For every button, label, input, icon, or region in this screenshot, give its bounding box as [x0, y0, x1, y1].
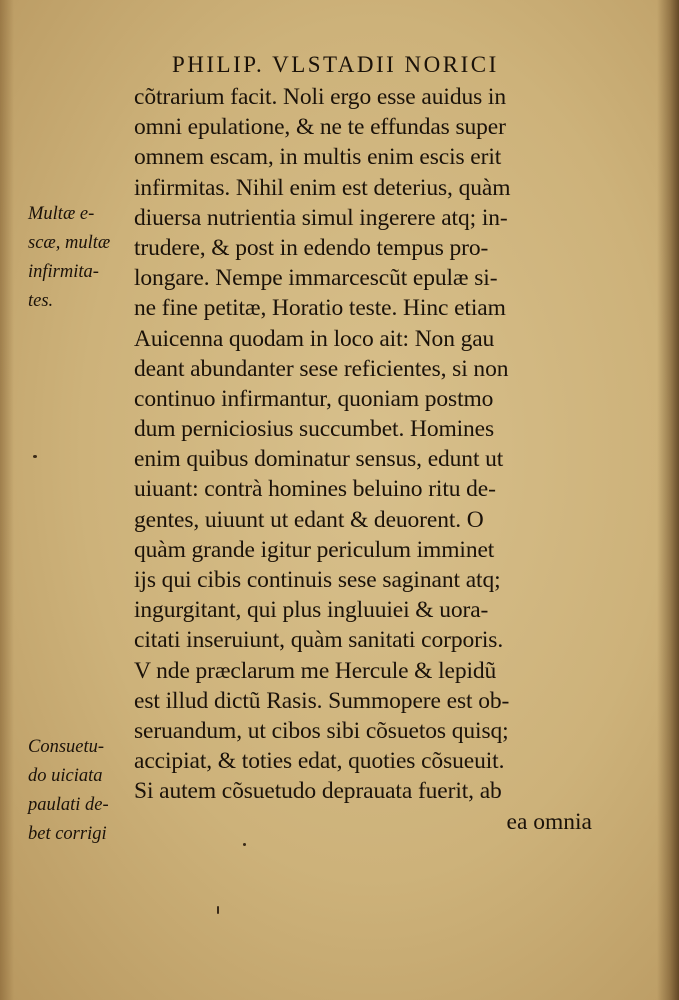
ink-speck: [217, 906, 219, 914]
text-line: Auicenna quodam in loco ait: Non gau: [134, 325, 495, 352]
text-line: Si autem cõsuetudo deprauata fuerit, ab: [134, 778, 502, 805]
text-line: deant abundanter sese reficientes, si non: [134, 355, 509, 382]
text-line: trudere, & post in edendo tempus pro-: [134, 234, 489, 261]
text-line: infirmitas. Nihil enim est deterius, quàm: [134, 174, 511, 201]
text-line: longare. Nempe immarcescũt epulæ si-: [134, 265, 498, 292]
marginal-note-line: bet corrigi: [28, 824, 107, 844]
page-edge-shadow: [0, 0, 14, 1000]
text-line: seruandum, ut cibos sibi cõsuetos quisq;: [134, 717, 509, 744]
marginal-note-line: Consuetu-: [28, 737, 105, 757]
text-line: diuersa nutrientia simul ingerere atq; in-: [134, 204, 508, 231]
text-line: citati inseruiunt, quàm sanitati corporis.: [134, 627, 504, 654]
text-line: est illud dictũ Rasis. Summopere est ob-: [134, 687, 510, 714]
text-line: cõtrarium facit. Noli ergo esse auidus in: [134, 84, 507, 110]
marginal-note-1: [28, 200, 132, 316]
text-line: enim quibus dominatur sensus, edunt ut: [134, 446, 504, 473]
catchword: ea omnia: [506, 808, 592, 835]
main-text-block: [134, 82, 594, 837]
marginal-note-line: tes.: [28, 291, 54, 311]
text-line: quàm grande igitur periculum imminet: [134, 536, 495, 563]
marginal-note-line: paulati de-: [28, 795, 109, 815]
marginal-note-2: [28, 733, 132, 849]
running-head: PHILIP. VLSTADII NORICI: [172, 52, 499, 77]
ink-speck: [243, 843, 246, 846]
text-line: accipiat, & toties edat, quoties cõsueuit.: [134, 748, 505, 775]
text-line: ijs qui cibis continuis sese saginant atq;: [134, 567, 501, 593]
marginal-note-line: infirmita-: [28, 262, 99, 282]
spine-shadow: [657, 0, 679, 1000]
text-line: dum perniciosius succumbet. Homines: [134, 416, 494, 443]
text-line: omnem escam, in multis enim escis erit: [134, 144, 502, 171]
text-line: V nde præclarum me Hercule & lepidũ: [134, 657, 497, 684]
marginal-note-line: scæ, multæ: [28, 233, 111, 253]
marginal-note-line: Multæ e-: [28, 204, 95, 224]
text-line: ne fine petitæ, Horatio teste. Hinc etiam: [134, 295, 506, 322]
text-line: gentes, uiuunt ut edant & deuorent. O: [134, 506, 484, 533]
text-line: continuo infirmantur, quoniam postmo: [134, 385, 494, 412]
text-line: uiuant: contrà homines beluino ritu de-: [134, 476, 496, 503]
text-line: ingurgitant, qui plus ingluuiei & uora-: [134, 597, 489, 624]
ink-speck: [33, 455, 37, 458]
text-line: omni epulatione, & ne te effundas super: [134, 114, 506, 141]
marginal-note-line: do uiciata: [28, 766, 103, 786]
